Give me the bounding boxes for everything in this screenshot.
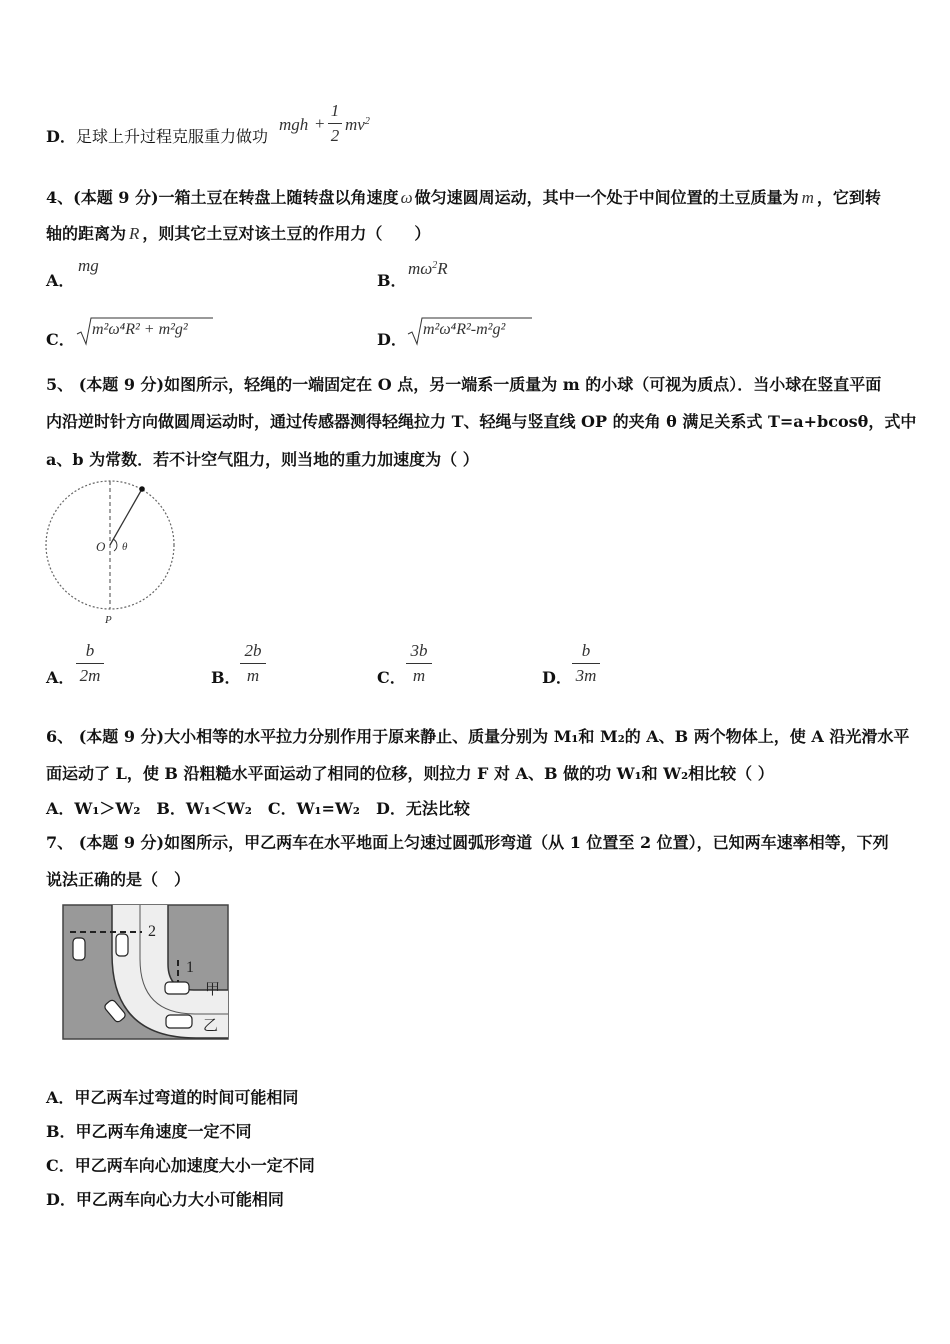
q5-option-c-den: m [412,666,426,685]
q4-option-b-label: B． [377,271,407,290]
q4-radius: R [129,224,140,243]
q5-rope [110,489,142,545]
q5-option-a-fraction [76,641,104,686]
q5-label-o: O [96,539,106,554]
q4-option-c-formula: m²ω⁴R² + m²g² [92,321,188,338]
q5-option-c-fraction [406,641,432,686]
q4-option-c-label: C． [46,330,75,349]
q3-option-d-fraction [328,101,342,146]
q3-option-d-label: D． [46,127,76,146]
q7-line-2: 说法正确的是（ ） [46,870,191,889]
q5-ball [139,486,145,492]
q4-option-d-formula: m²ω⁴R²-m²g² [423,321,506,338]
q5-circle-figure [40,476,185,628]
q7-car-yi-2 [73,938,85,960]
q5-option-d-den: 3m [575,666,597,685]
q6-line-2: 面运动了 L，使 B 沿粗糙水平面运动了相同的位移，则拉力 F 对 A、B 做的功 W₁和 W₂相比较（ ） [46,764,774,783]
q5-option-a-num: b [85,641,95,660]
q5-option-d-fraction [572,641,600,686]
q4-omega: ω [400,188,413,207]
q3-option-d-mv: mv [345,115,365,134]
q4-mass: m [801,188,814,207]
q4-option-a-formula: mg [78,256,99,275]
q4-option-b-exp: 2 [432,260,438,271]
q7-car-yi-1 [166,1015,192,1028]
q4-option-b-m-omega: mω [408,259,433,278]
q5-option-d-label: D． [542,668,572,687]
q3-option-d-formula-tail [345,115,370,135]
q5-label-theta: θ [122,541,128,553]
q5-line-2: 内沿逆时针方向做圆周运动时，通过传感器测得轻绳拉力 T、轻绳与竖直线 OP 的夹角 θ 满足关系式 T=a+bcosθ，式中 [46,412,917,431]
q7-car-jia-1 [165,982,189,994]
q4-line-1 [46,188,881,208]
q4-line-1-b: 做匀速圆周运动，其中一个处于中间位置的土豆质量为 [414,188,799,207]
q5-option-a-label: A． [46,668,75,687]
q5-option-b-label: B． [211,668,241,687]
q7-line-1: 7、 (本题 9 分)如图所示，甲乙两车在水平地面上匀速过圆弧形弯道（从 1 位置至 2 位置），已知两车速率相等，下列 [46,833,889,852]
q5-option-c-label: C． [377,668,406,687]
q4-line-1-a: 4、(本题 9 分)一箱土豆在转盘上随转盘以角速度 [46,188,399,207]
q3-option-d-exp: 2 [364,116,370,127]
q5-line-3: a、b 为常数．若不计空气阻力，则当地的重力加速度为（ ） [46,450,479,469]
q5-option-b-num: 2b [244,641,262,660]
q3-option-d-text: 足球上升过程克服重力做功 [76,127,269,146]
q6-line-1: 6、 (本题 9 分)大小相等的水平拉力分别作用于原来静止、质量分别为 M₁和 M₂的 A、B 两个物体上，使 A 沿光滑水平 [46,727,910,746]
q5-option-b-den: m [246,666,260,685]
q7-label-1: 1 [186,959,194,976]
q5-option-d-num: b [581,641,591,660]
q4-line-1-c: ，它到转 [816,188,881,207]
q4-option-d-label: D． [377,330,407,349]
q5-option-a-den: 2m [79,666,101,685]
q4-option-b-formula [408,259,448,279]
q7-option-c: C．甲乙两车向心加速度大小一定不同 [46,1156,315,1175]
q5-line-1: 5、 (本题 9 分)如图所示，轻绳的一端固定在 O 点，另一端系一质量为 m 的小球（可视为质点）．当小球在竖直平面 [46,375,882,394]
q4-option-b-r: R [437,259,448,278]
q7-label-yi: 乙 [203,1016,219,1034]
q5-angle-arc [113,539,117,551]
q7-option-d: D．甲乙两车向心力大小可能相同 [46,1190,284,1209]
q4-line-2 [46,224,430,244]
q4-line-2-a: 轴的距离为 [46,224,127,243]
q4-line-2-b: ，则其它土豆对该土豆的作用力（ ） [142,224,431,243]
q3-option-d-frac-num: 1 [330,101,340,120]
q7-label-jia: 甲 [205,980,221,998]
q7-curve-figure [62,904,230,1042]
q6-options: A．W₁＞W₂ B．W₁＜W₂ C．W₁=W₂ D．无法比较 [46,799,470,818]
q5-option-b-fraction [240,641,266,686]
q5-option-c-num: 3b [410,641,428,660]
q7-label-2: 2 [148,923,156,940]
q3-option-d-plus: + [315,114,325,133]
q7-car-jia-2 [116,934,128,956]
q7-option-b: B．甲乙两车角速度一定不同 [46,1122,252,1141]
q4-option-a-label: A． [46,271,75,290]
q3-option-d-frac-den: 2 [330,126,340,145]
q3-option-d-formula-lead: mgh [279,115,309,134]
q7-option-a: A．甲乙两车过弯道的时间可能相同 [46,1088,299,1107]
q5-label-p: P [105,614,112,626]
